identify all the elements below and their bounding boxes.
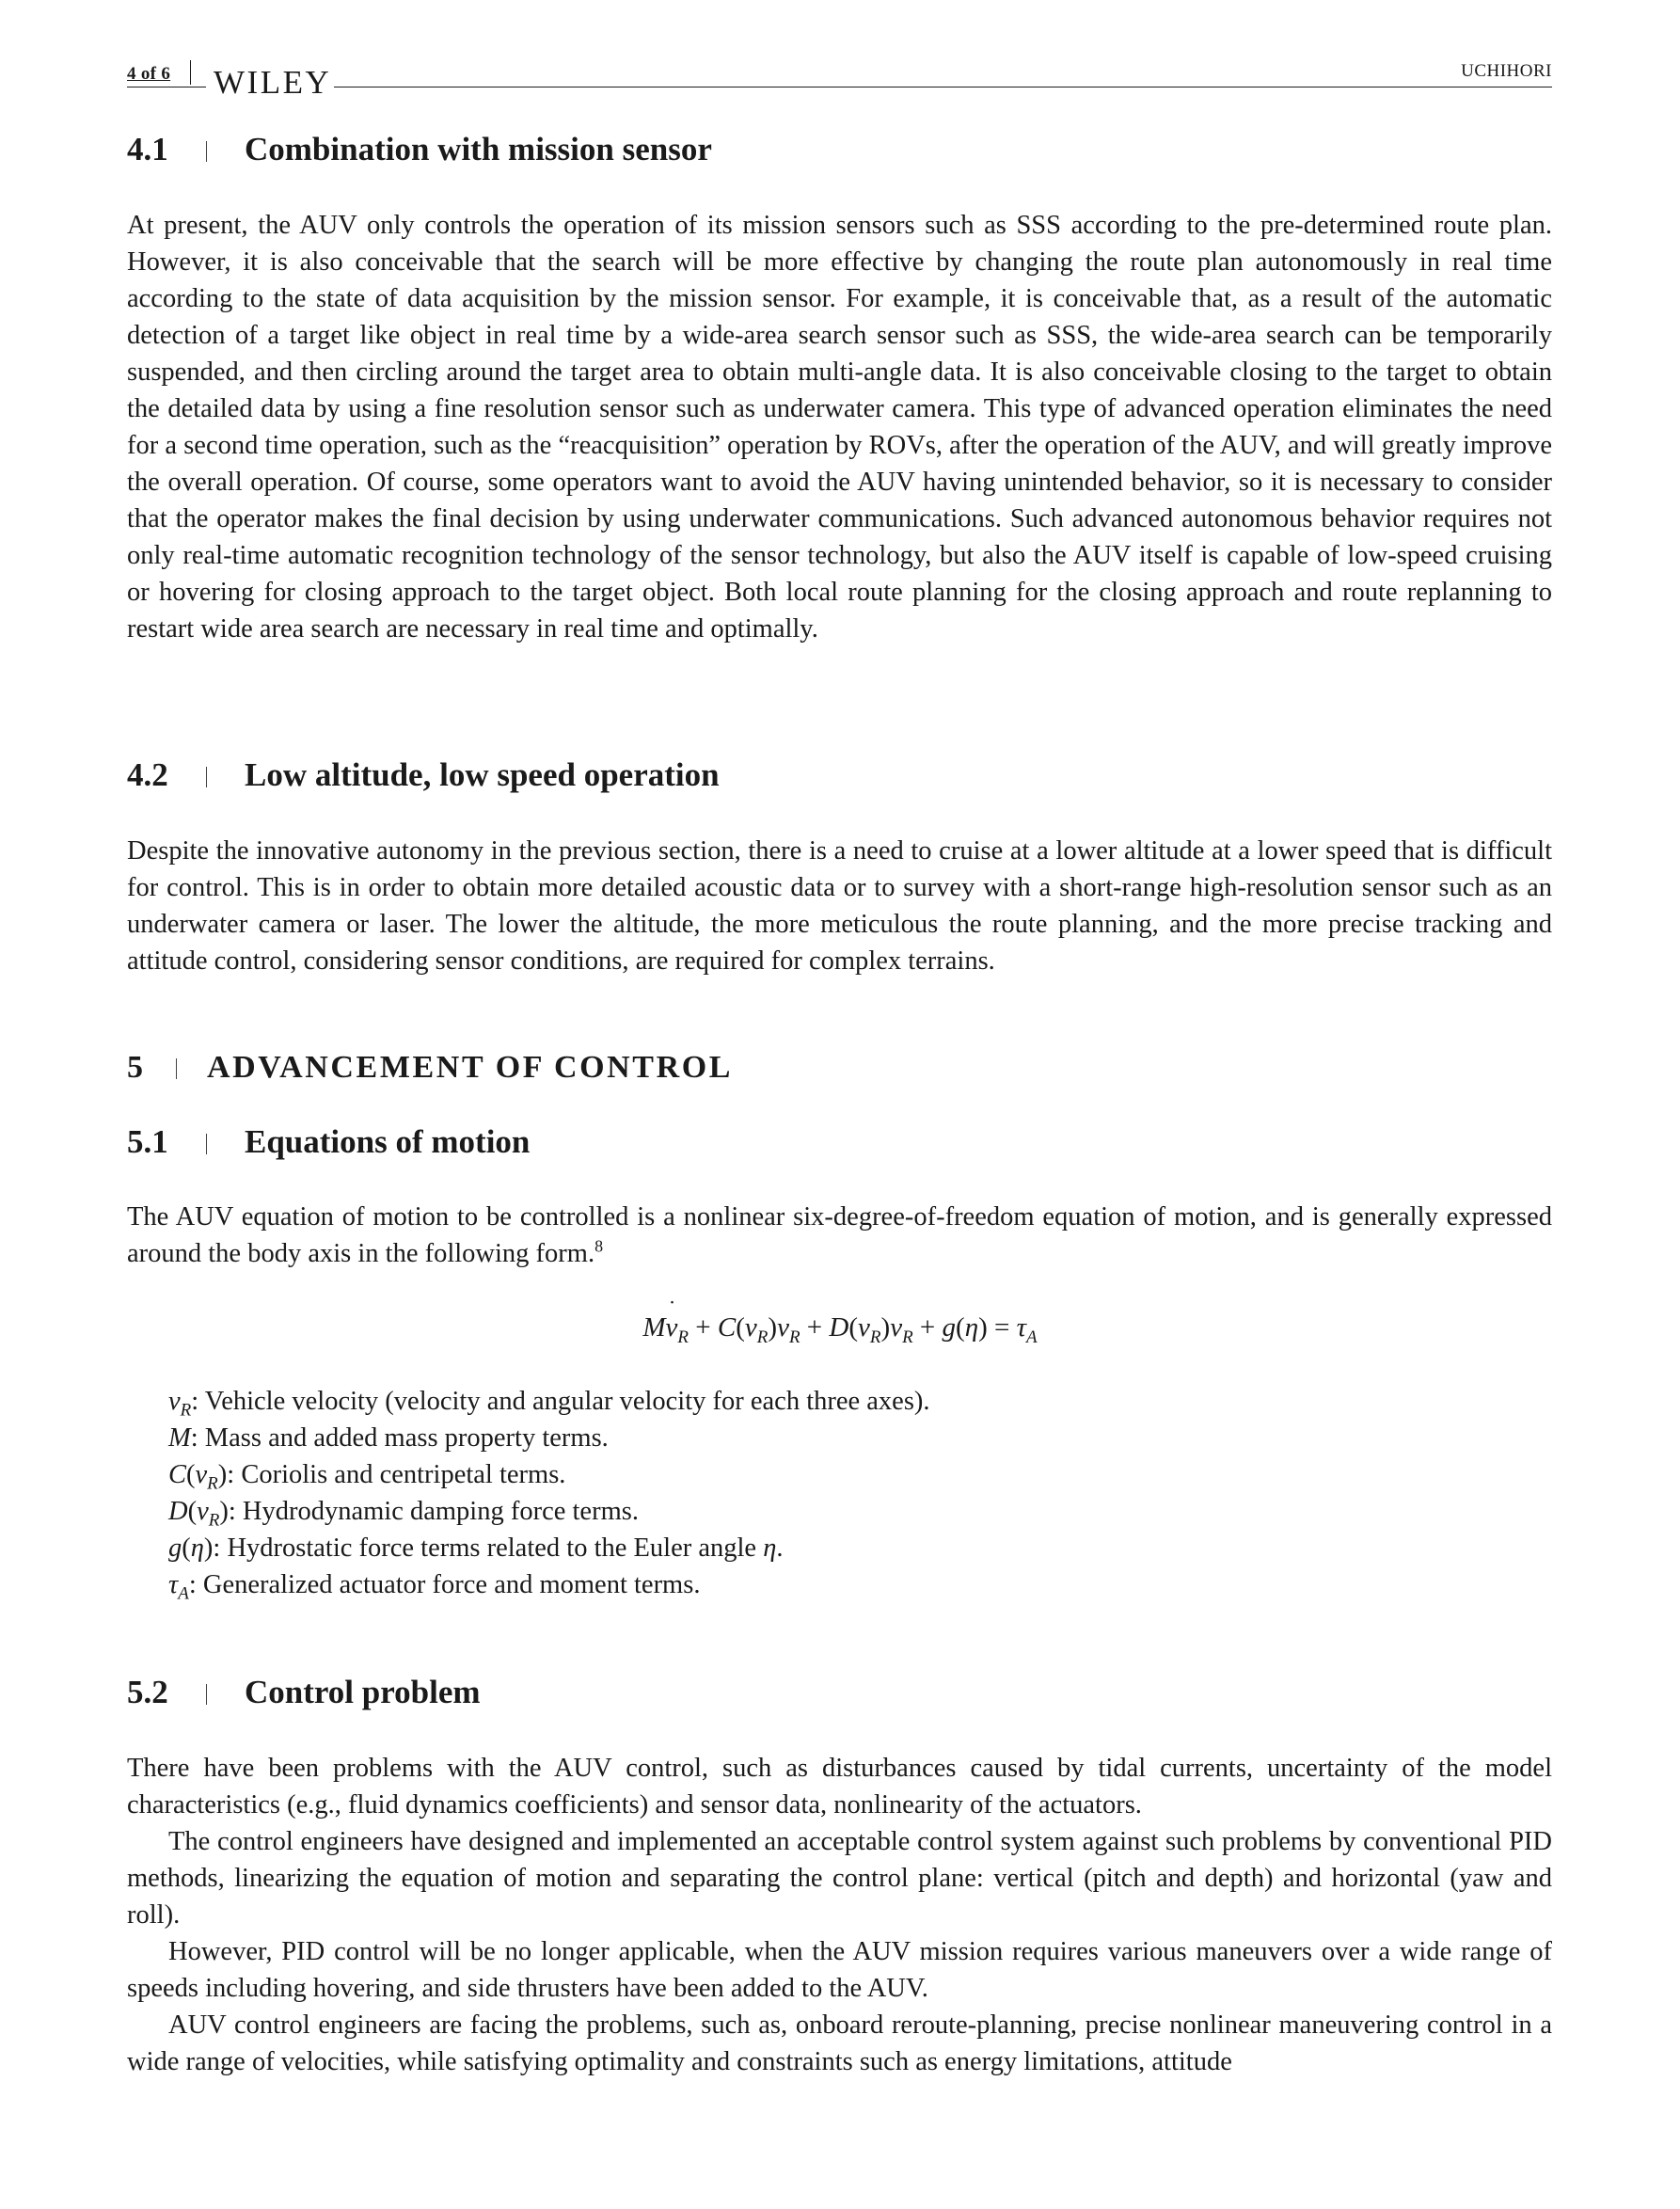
citation-ref: 8 — [594, 1236, 604, 1256]
section-number: 4.2 — [127, 756, 168, 793]
section-5-2-heading — [127, 1676, 481, 1708]
heading-divider — [176, 1058, 177, 1079]
section-4-1-heading — [127, 133, 712, 166]
definition-text: Vehicle velocity (velocity and angular velocity for each three axes). — [204, 1387, 930, 1416]
section-4-2-paragraph: Despite the innovative autonomy in the previous section, there is a need to cruise at a lower altitude at a lower speed that is difficult for control. This is in order to obtain more detailed acoustic data or to survey with a short-range high-resolution sensor such as an underwater camera or laser. The lower the altitude, the more meticulous the route planning, and the more precise tracking and attitude control, considering sensor conditions, are required for complex terrains. — [127, 836, 1552, 976]
section-4-1-paragraph: At present, the AUV only controls the operation of its mission sensors such as SSS according to the pre-determined route plan. However, it is also conceivable that the search will be more effective by changing the route plan autonomously in real time according to the state of data acquisition by the mission sensor. For example, it is conceivable that, as a result of the automatic detection of a target like object in real time by a wide-area search sensor such as SSS, the wide-area search can be temporarily suspended, and then circling around the target area to obtain multi-angle data. It is also conceivable closing to the target to obtain the detailed data by using a fine resolution sensor such as underwater camera. This type of advanced operation eliminates the need for a second time operation, such as the “reacquisition” operation by ROVs, after the operation of the AUV, and will greatly improve the overall operation. Of course, some operators want to avoid the AUV having unintended behavior, so it is necessary to consider that the operator makes the final decision by using underwater communications. Such advanced autonomous behavior requires not only real-time automatic recognition technology of the sensor technology, but also the AUV itself is capable of low-speed cruising or hovering for closing approach to the target object. Both local route planning for the closing approach and route replanning to restart wide area search are necessary in real time and optimally. — [127, 211, 1552, 644]
section-title: Low altitude, low speed operation — [245, 756, 720, 793]
definition-text: Generalized actuator force and moment terms. — [202, 1570, 701, 1599]
section-number: 5.1 — [127, 1123, 168, 1160]
section-5-1-heading — [127, 1125, 530, 1158]
definition-text: Coriolis and centripetal terms. — [241, 1460, 566, 1489]
nomenclature-list — [168, 1383, 1485, 1603]
definition-item: $\tau_A$: Generalized actuator force and moment terms. — [168, 1570, 701, 1604]
section-title: Equations of motion — [245, 1123, 531, 1160]
definition-item: $C(v_R)$: Coriolis and centripetal terms. — [168, 1460, 566, 1494]
section-5-heading — [127, 1052, 733, 1084]
paragraph-text: The AUV equation of motion to be controlled is a nonlinear six-degree-of-freedom equation of motion, and is generally expressed around the body axis in the following form. — [127, 1202, 1552, 1268]
section-title: Control problem — [245, 1674, 481, 1710]
publisher-logo: WILEY — [206, 66, 334, 99]
section-title: ADVANCEMENT OF CONTROL — [207, 1050, 734, 1085]
running-header — [127, 56, 1552, 101]
section-5-2-paragraph-4: AUV control engineers are facing the problems, such as, onboard reroute-planning, precise nonlinear maneuvering control in a wide range of velocities, while satisfying optimality and constraints such as energy limitations, attitude — [127, 2010, 1552, 2076]
section-number: 4.1 — [127, 131, 168, 167]
header-divider — [190, 60, 191, 85]
section-title: Combination with mission sensor — [245, 131, 712, 167]
section-number: 5.2 — [127, 1674, 168, 1710]
definition-item: M: Mass and added mass property terms. — [168, 1423, 609, 1453]
definition-text: Mass and added mass property terms. — [204, 1423, 609, 1453]
definition-text: Hydrostatic force terms related to the Euler angle — [227, 1534, 764, 1563]
heading-divider — [206, 767, 207, 787]
page-number: 4 of 6 — [127, 64, 171, 84]
equation-of-motion: Mv $˙_R + C(v_R)v_R + D(v_R)v_R + g(\eta) = \tau_A$ — [0, 1310, 1680, 1346]
running-author: UCHIHORI — [1461, 61, 1552, 81]
section-5-2-paragraph-1: There have been problems with the AUV control, such as disturbances caused by tidal currents, uncertainty of the model characteristics (e.g., fluid dynamics coefficients) and sensor data, nonlinearity of the actuators. — [127, 1754, 1552, 1820]
section-4-2-heading — [127, 758, 720, 791]
section-5-2-paragraph-3: However, PID control will be no longer applicable, when the AUV mission requires various maneuvers over a wide range of speeds including hovering, and side thrusters have been added to the AUV. — [127, 1937, 1552, 2003]
heading-divider — [206, 141, 207, 162]
definition-item: g(η): Hydrostatic force terms related to the Euler angle η. — [168, 1534, 784, 1563]
section-5-2-paragraph-2: The control engineers have designed and implemented an acceptable control system against such problems by conventional PID methods, linearizing the equation of motion and separating the control plane: vertical (pitch and depth) and horizontal (yaw and roll). — [127, 1827, 1552, 1930]
heading-divider — [206, 1134, 207, 1154]
definition-item: $D(v_R)$: Hydrodynamic damping force terms. — [168, 1497, 639, 1531]
definition-text: Hydrodynamic damping force terms. — [242, 1497, 639, 1526]
section-5-1-paragraph — [127, 1199, 1552, 1272]
definition-item: $v_R$: Vehicle velocity (velocity and angular velocity for each three axes). — [168, 1387, 930, 1421]
heading-divider — [206, 1684, 207, 1705]
section-number: 5 — [127, 1050, 146, 1085]
